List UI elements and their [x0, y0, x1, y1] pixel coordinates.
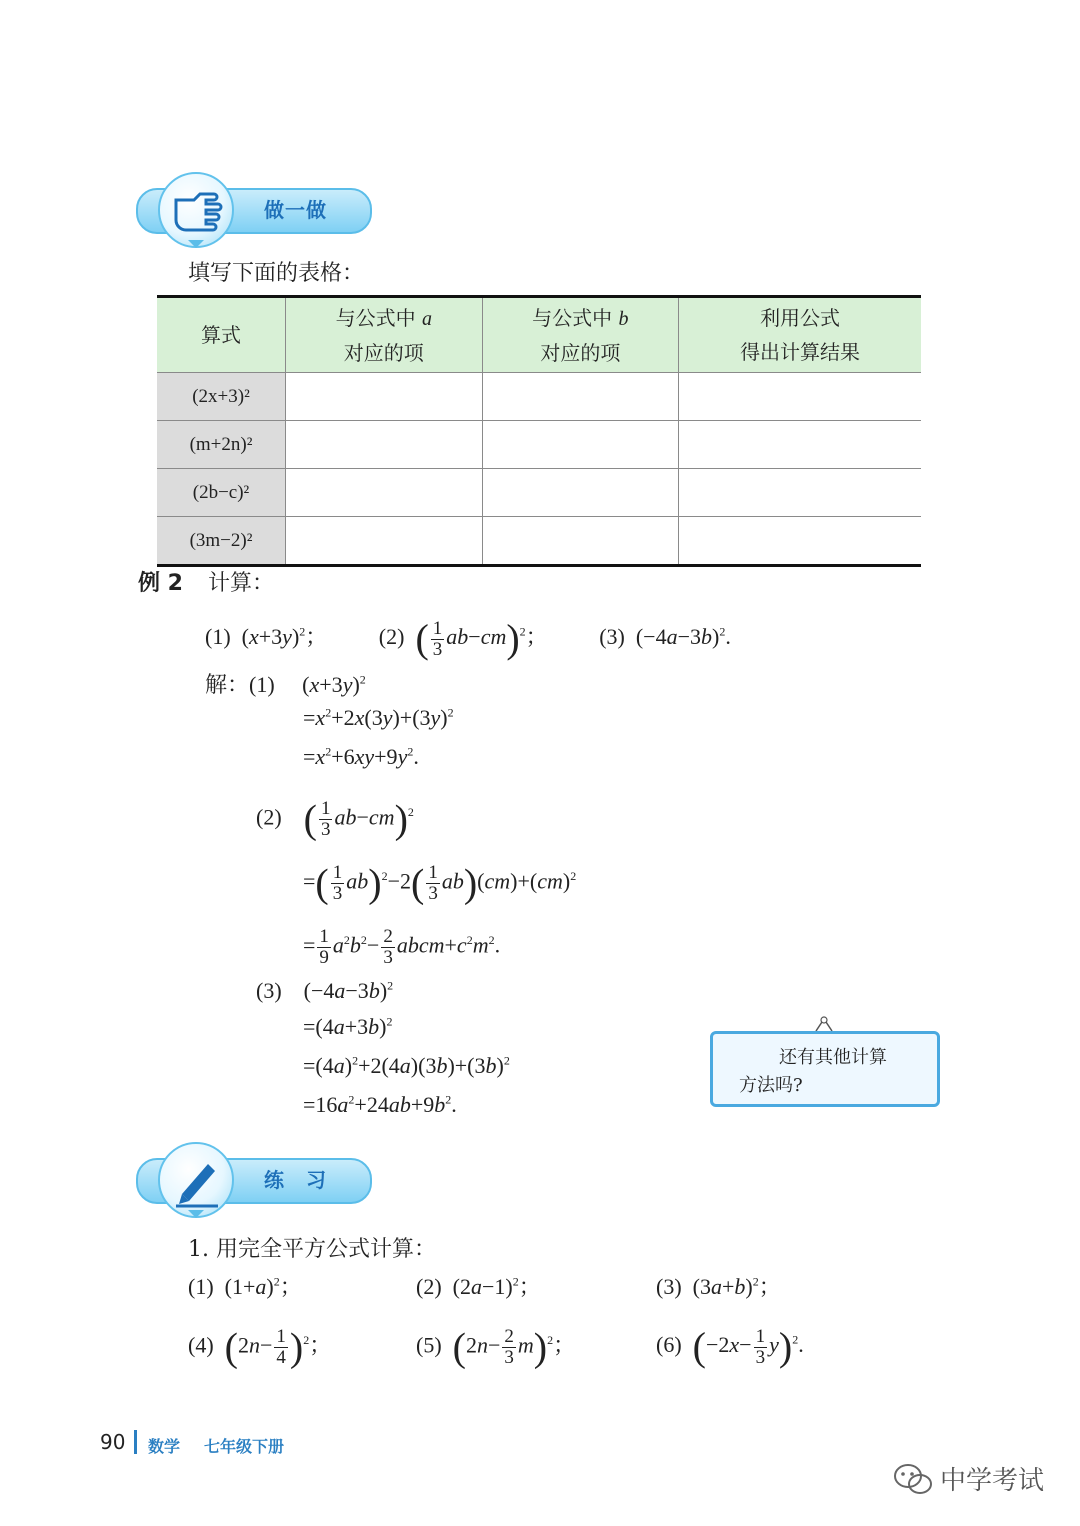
note-line-2: 方法吗?	[739, 1075, 803, 1096]
exercise-5: (5) (2n− $\frac{2}{3}$ m)$^2$；	[416, 1324, 576, 1370]
solution-2-line-3: = $\frac{1}{9}$ $a^2b^2-$ $\frac{2}{3}$ $abcm+c^2m^2$.	[303, 925, 501, 968]
example-problems	[205, 606, 731, 662]
fill-instruction: 填写下面的表格：	[188, 261, 365, 286]
practice-row-1	[188, 1270, 781, 1301]
header-expression: 算式	[157, 297, 286, 373]
footer-subject: 数学	[148, 1437, 181, 1456]
answer-cell[interactable]	[482, 421, 679, 469]
practice-item: 1. 用完全平方公式计算：	[188, 1237, 436, 1262]
example-heading	[138, 566, 274, 597]
answer-cell[interactable]	[286, 469, 483, 517]
footer-grade: 七年级下册	[204, 1437, 285, 1456]
row-expression: (2b−c)²	[157, 469, 286, 517]
solution-1-line-3: $=x^2+6xy+9y^2$.	[303, 744, 419, 769]
practice-banner	[136, 1152, 376, 1208]
exercise-1: (1) $(1+a)^2$；	[188, 1274, 302, 1299]
solution-2-line-2: =( $\frac{1}{3}$ ab)$^2$−2( $\frac{1}{3}$ ab)(cm)+(cm)$^2$	[303, 860, 577, 906]
banner-pointer	[188, 1210, 204, 1218]
practice-row-2	[188, 1312, 804, 1368]
row-expression: (3m−2)²	[157, 517, 286, 566]
table-row	[157, 517, 921, 566]
answer-cell[interactable]	[679, 517, 921, 566]
solution-3-line-1: (3) $(-4a-3b)^2$	[256, 978, 394, 1003]
hand-icon	[158, 172, 234, 248]
banner-pointer	[188, 240, 204, 248]
row-expression: (m+2n)²	[157, 421, 286, 469]
activity-label: 做一做	[264, 198, 327, 222]
table-row	[157, 469, 921, 517]
table-header-row	[157, 297, 921, 373]
note-card	[710, 1031, 940, 1107]
row-expression: (2x+3)²	[157, 373, 286, 421]
solution-1-line-2: $=x^2+2x(3y)+(3y)^2$	[303, 705, 454, 730]
activity-banner	[136, 182, 376, 238]
header-result: 利用公式 得出计算结果	[679, 297, 921, 373]
footer-divider	[134, 1430, 137, 1454]
answer-cell[interactable]	[286, 421, 483, 469]
solution-2-line-1: (2) ( $\frac{1}{3}$ ab−cm)$^2$	[256, 796, 414, 842]
problem-2: (2) ( $\frac{1}{3}$ ab−cm)$^2$；	[378, 616, 548, 662]
answer-cell[interactable]	[679, 469, 921, 517]
answer-cell[interactable]	[679, 373, 921, 421]
answer-cell[interactable]	[482, 517, 679, 566]
practice-label: 练 习	[264, 1168, 327, 1192]
header-b-term: 与公式中 b 对应的项	[482, 297, 679, 373]
example-label: 例 2	[138, 571, 183, 596]
answer-cell[interactable]	[679, 421, 921, 469]
solution-3-line-4: $=16a^2+24ab+9b^2$.	[303, 1092, 457, 1117]
page-number: 90	[100, 1430, 126, 1454]
example-task: 计算：	[207, 571, 274, 596]
fill-table	[157, 295, 921, 567]
header-a-term: 与公式中 a 对应的项	[286, 297, 483, 373]
solution-3-line-2: $=(4a+3b)^2$	[303, 1014, 393, 1039]
exercise-2: (2) $(2a-1)^2$；	[416, 1274, 541, 1299]
answer-cell[interactable]	[286, 373, 483, 421]
solution-label: 解：	[205, 672, 250, 697]
wechat-icon	[892, 1462, 934, 1502]
note-line-1: 还有其他计算	[779, 1047, 887, 1068]
watermark-text: 中学考试	[940, 1466, 1045, 1496]
solution-3-line-3: $=(4a)^2+2(4a)(3b)+(3b)^2$	[303, 1053, 510, 1078]
answer-cell[interactable]	[482, 469, 679, 517]
solution-1-line-1: 解：(1) $(x+3y)^2$	[205, 672, 366, 697]
answer-cell[interactable]	[286, 517, 483, 566]
table-row	[157, 373, 921, 421]
exercise-3: (3) $(3a+b)^2$；	[656, 1274, 781, 1299]
problem-1: (1) $(x+3y)^2$；	[205, 624, 328, 650]
answer-cell[interactable]	[482, 373, 679, 421]
pencil-icon	[158, 1142, 234, 1218]
exercise-4: (4) (2n− $\frac{1}{4}$ )$^2$；	[188, 1324, 332, 1370]
problem-3: (3) $(-4a-3b)^2$.	[599, 624, 731, 650]
fill-table-wrap	[157, 295, 921, 567]
note-pin	[814, 1016, 834, 1032]
exercise-6: (6) (−2x− $\frac{1}{3}$ y)$^2$.	[656, 1324, 804, 1370]
table-row	[157, 421, 921, 469]
